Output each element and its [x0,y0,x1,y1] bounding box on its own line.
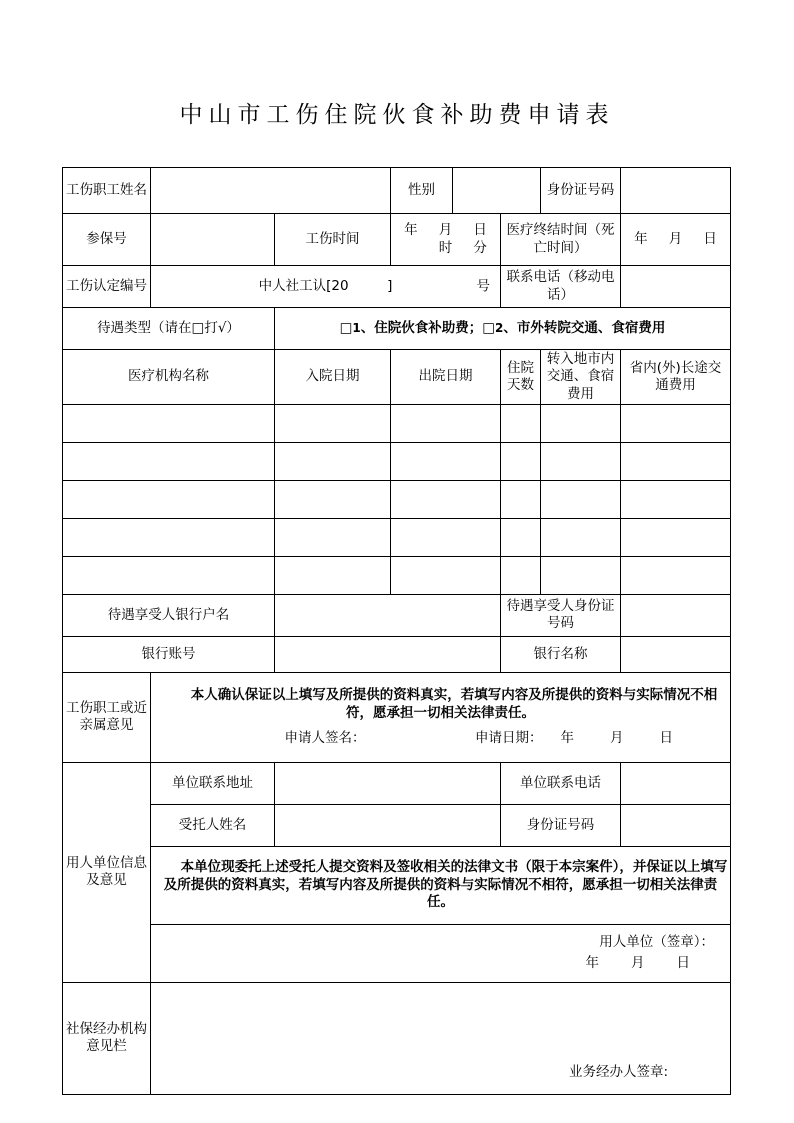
label-employer-section: 用人单位信息及意见 [63,762,151,982]
application-date-fields [543,730,692,747]
table-row-recognition [63,266,731,308]
employer-year-label: 年 [585,955,600,972]
field-contact-phone[interactable] [621,266,731,308]
table-row [63,556,731,594]
cell-longdistance-fee[interactable] [621,404,731,442]
cell-hospital-days[interactable] [501,404,541,442]
header-hospital-name: 医疗机构名称 [63,350,275,405]
cell-longdistance-fee[interactable] [621,480,731,518]
header-discharge-date: 出院日期 [391,350,501,405]
field-beneficiary-id[interactable] [621,594,731,636]
field-insurance-number[interactable] [151,214,275,266]
label-beneficiary-id: 待遇享受人身份证号码 [501,594,621,636]
label-applicant-signature: 申请人签名： [284,729,366,746]
header-longdistance-fee: 省内(外)长途交通费用 [621,350,731,405]
table-row-employer-agent [63,804,731,846]
label-agent-name: 受托人姓名 [151,804,275,846]
field-injury-time[interactable] [391,214,501,266]
employer-month-label: 月 [631,955,645,972]
cell-hospital-name[interactable] [63,442,275,480]
table-row-insurance [63,214,731,266]
table-row-agency-opinion [63,982,731,1094]
checkbox-option-1[interactable]: □ [339,319,353,336]
cell-admission-date[interactable] [275,442,391,480]
injury-hour-label: 时 [438,239,453,256]
agency-opinion-text [153,996,728,1054]
application-year-label: 年 [560,729,574,746]
label-injury-time: 工伤时间 [275,214,391,266]
field-recognition-number[interactable] [151,266,501,308]
cell-local-transport-fee[interactable] [541,480,621,518]
application-form [62,167,731,1095]
label-gender: 性别 [391,168,453,214]
cell-admission-date[interactable] [275,404,391,442]
field-bank-account-no[interactable] [275,636,501,672]
label-id-number: 身份证号码 [541,168,621,214]
table-row [63,480,731,518]
medend-day-label: 日 [703,230,717,247]
application-month-label: 月 [610,729,624,746]
field-worker-name[interactable] [151,168,391,214]
header-local-transport-fee: 转入地市内交通、食宿费用 [541,350,621,405]
label-agent-id: 身份证号码 [501,804,621,846]
table-row-bank-account-name [63,594,731,636]
label-employer-phone: 单位联系电话 [501,762,621,804]
checkbox-option-2[interactable]: □ [482,319,496,336]
field-medical-end-time[interactable] [621,214,731,266]
cell-hospital-name[interactable] [63,404,275,442]
injury-month-label: 月 [438,222,453,239]
field-id-number[interactable] [621,168,731,214]
cell-discharge-date[interactable] [391,480,501,518]
table-row-benefit-type [63,308,731,350]
table-row-bank-account-no [63,636,731,672]
cell-local-transport-fee[interactable] [541,404,621,442]
label-recognition-number: 工伤认定编号 [63,266,151,308]
option-2-index: 2 [495,320,504,335]
cell-longdistance-fee[interactable] [621,442,731,480]
label-handler-signature: 业务经办人签章: [568,1063,669,1080]
cell-hospital-days[interactable] [501,442,541,480]
option-1-text: 、住院伙食补助费； [360,319,483,336]
label-application-date: 申请日期： [475,729,543,746]
header-admission-date: 入院日期 [275,350,391,405]
cell-local-transport-fee[interactable] [541,442,621,480]
cell-hospital-days[interactable] [501,518,541,556]
cell-admission-date[interactable] [275,556,391,594]
table-row-employer-seal [63,924,731,982]
field-employer-address[interactable] [275,762,501,804]
benefit-options[interactable] [275,308,731,350]
cell-local-transport-fee[interactable] [541,518,621,556]
injury-spacer [394,240,429,257]
table-row [63,442,731,480]
employer-day-label: 日 [676,955,691,972]
worker-declaration-text: 本人确认保证以上填写及所提供的资料真实，若填写内容及所提供的资料与实际情况不相符，愿承担一切相关法律责任。 [190,687,718,721]
cell-discharge-date[interactable] [391,404,501,442]
cell-admission-date[interactable] [275,518,391,556]
field-agent-name[interactable] [275,804,501,846]
label-agency-opinion: 社保经办机构意见栏 [63,982,151,1094]
employer-declaration [151,846,731,924]
cell-hospital-days[interactable] [501,480,541,518]
table-row-employer-declaration [63,846,731,924]
field-agent-id[interactable] [621,804,731,846]
label-worker-opinion: 工伤职工或近亲属意见 [63,672,151,762]
recognition-bracket: ] [387,277,393,294]
cell-local-transport-fee[interactable] [541,556,621,594]
cell-discharge-date[interactable] [391,556,501,594]
field-bank-account-name[interactable] [275,594,501,636]
header-hospital-days: 住院天数 [501,350,541,405]
label-employer-address: 单位联系地址 [151,762,275,804]
agency-opinion-content[interactable] [151,982,731,1094]
medend-month-label: 月 [668,230,683,247]
recognition-prefix: 中人社工认[20 [258,277,349,294]
label-benefit-type: 待遇类型（请在□打√） [63,308,275,350]
field-gender[interactable] [453,168,541,214]
label-employer-seal: 用人单位（签章）： [599,933,715,950]
field-employer-phone[interactable] [621,762,731,804]
table-row-employer-address [63,762,731,804]
table-row [63,518,731,556]
worker-opinion-content[interactable] [151,672,731,762]
label-bank-name: 银行名称 [501,636,621,672]
cell-hospital-name[interactable] [63,480,275,518]
page-title: 中山市工伤住院伙食补助费申请表 [179,102,615,128]
injury-day-label: 日 [473,222,487,239]
cell-hospital-name[interactable] [63,556,275,594]
table-row-identity [63,168,731,214]
option-2-text: 、市外转院交通、食宿费用 [503,319,666,336]
cell-longdistance-fee[interactable] [621,518,731,556]
field-bank-name[interactable] [621,636,731,672]
injury-minute-label: 分 [473,239,487,256]
table-row-worker-opinion [63,672,731,762]
medend-year-label: 年 [634,230,648,247]
cell-admission-date[interactable] [275,480,391,518]
employer-date-fields [153,953,714,975]
cell-discharge-date[interactable] [391,442,501,480]
cell-hospital-days[interactable] [501,556,541,594]
cell-longdistance-fee[interactable] [621,556,731,594]
label-bank-account-name: 待遇享受人银行户名 [63,594,275,636]
table-row-medical-headers [63,350,731,405]
injury-year-label: 年 [404,222,418,239]
label-insurance-number: 参保号 [63,214,151,266]
cell-discharge-date[interactable] [391,518,501,556]
employer-declaration-text: 本单位现委托上述受托人提交资料及签收相关的法律文书（限于本宗案件），并保证以上填写及所提供的资料真实，若填写内容及所提供的资料与实际情况不相符，愿承担一切相关法律责任。 [163,859,728,910]
cell-hospital-name[interactable] [63,518,275,556]
label-medical-end-time: 医疗终结时间（死亡时间） [501,214,621,266]
label-bank-account-no: 银行账号 [63,636,275,672]
option-1-index: 1 [352,320,361,335]
table-row [63,404,731,442]
recognition-suffix: 号 [476,277,491,294]
application-day-label: 日 [659,729,673,746]
label-contact-phone: 联系电话（移动电话） [501,266,621,308]
employer-seal-area[interactable] [151,924,731,982]
label-worker-name: 工伤职工姓名 [63,168,151,214]
